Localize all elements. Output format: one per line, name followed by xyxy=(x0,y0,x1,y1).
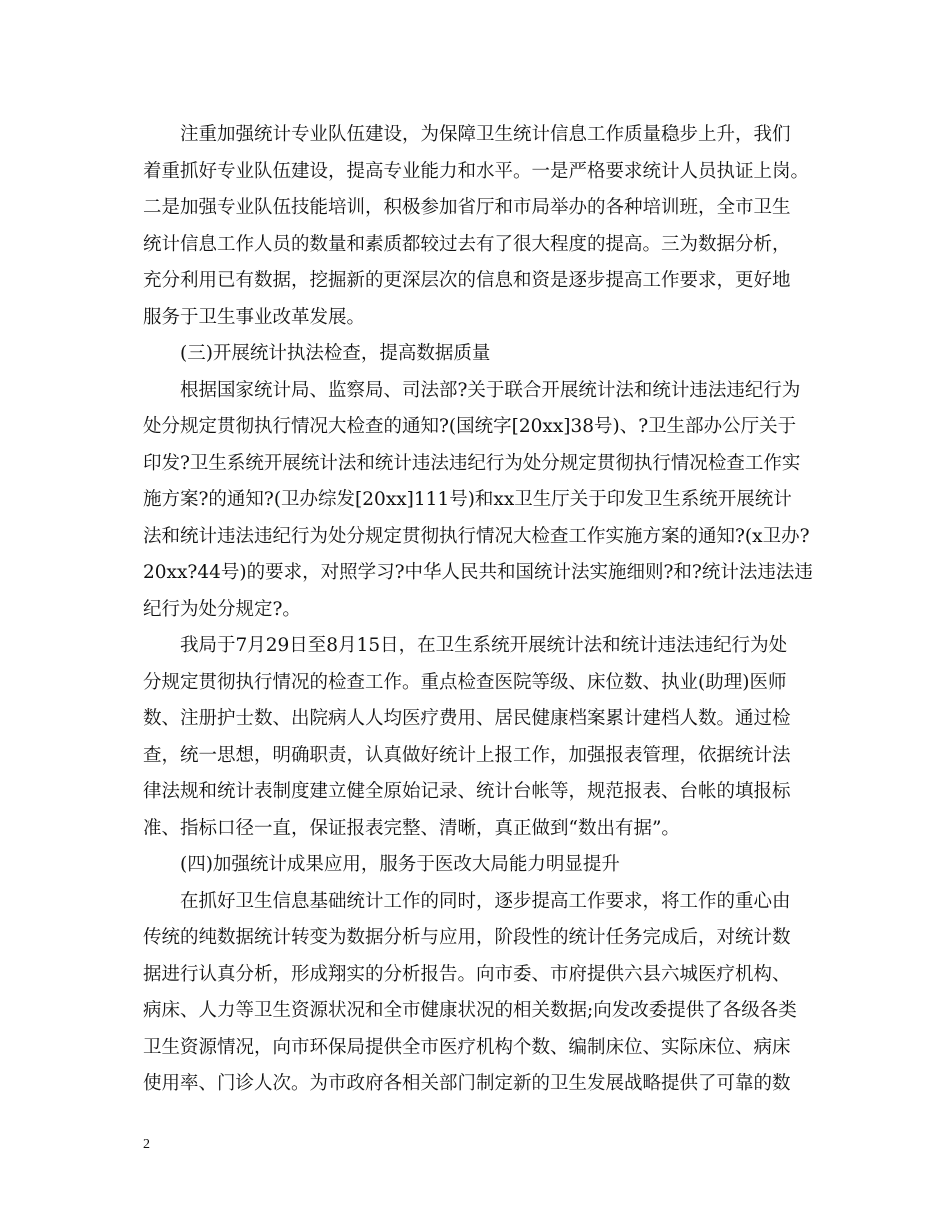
text-line: 准、指标口径一直，保证报表完整、清晰，真正做到“数出有据”。 xyxy=(143,817,680,839)
section-heading: (四)加强统计成果应用，服务于医改大局能力明显提升 xyxy=(143,854,620,875)
text-line: 印发?卫生系统开展统计法和统计违法违纪行为处分规定贯彻执行情况检查工作实 xyxy=(143,452,801,474)
text-line: 传统的纯数据统计转变为数据分析与应用，阶段性的统计任务完成后，对统计数 xyxy=(143,927,791,948)
text-line: 我局于7月29日至8月15日，在卫生系统开展统计法和统计违法违纪行为处 xyxy=(143,635,788,656)
text-line: 服务于卫生事业改革发展。 xyxy=(143,306,366,328)
text-line: 根据国家统计局、监察局、司法部?关于联合开展统计法和统计违法违纪行为 xyxy=(143,379,801,401)
section-heading: (三)开展统计执法检查，提高数据质量 xyxy=(143,343,491,364)
text-line: 卫生资源情况，向市环保局提供全市医疗机构个数、编制床位、实际床位、病床 xyxy=(143,1036,791,1058)
text-line: 充分利用已有数据，挖掘新的更深层次的信息和资是逐步提高工作要求，更好地 xyxy=(143,270,791,291)
text-line: 处分规定贯彻执行情况大检查的通知?(国统字[20xx]38号)、?卫生部办公厅关于 xyxy=(143,416,797,437)
text-line: 注重加强统计专业队伍建设，为保障卫生统计信息工作质量稳步上升，我们 xyxy=(143,124,791,145)
text-line: 律法规和统计表制度建立健全原始记录、统计台帐等，规范报表、台帐的填报标 xyxy=(143,781,791,802)
page-number: 2 xyxy=(143,1137,150,1152)
text-line: 使用率、门诊人次。为市政府各相关部门制定新的卫生发展战略提供了可靠的数 xyxy=(143,1073,791,1094)
body-text xyxy=(143,117,823,1103)
text-line: 病床、人力等卫生资源状况和全市健康状况的相关数据;向发改委提供了各级各类 xyxy=(143,1000,797,1021)
text-line: 施方案?的通知?(卫办综发[20xx]111号)和xx卫生厅关于印发卫生系统开展统计 xyxy=(143,489,792,510)
text-line: 着重抓好专业队伍建设，提高专业能力和水平。一是严格要求统计人员执证上岗。 xyxy=(143,160,810,182)
text-line: 纪行为处分规定?。 xyxy=(143,598,301,620)
text-line: 数、注册护士数、出院病人人均医疗费用、居民健康档案累计建档人数。通过检 xyxy=(143,708,791,729)
text-line: 统计信息工作人员的数量和素质都较过去有了很大程度的提高。三为数据分析， xyxy=(143,233,791,255)
text-line: 据进行认真分析，形成翔实的分析报告。向市委、市府提供六县六城医疗机构、 xyxy=(143,963,791,985)
text-line: 在抓好卫生信息基础统计工作的同时，逐步提高工作要求，将工作的重心由 xyxy=(143,890,791,912)
text-line: 二是加强专业队伍技能培训，积极参加省厅和市局举办的各种培训班，全市卫生 xyxy=(143,197,791,218)
text-line: 法和统计违法违纪行为处分规定贯彻执行情况大检查工作实施方案的通知?(x卫办? xyxy=(143,525,810,547)
text-line: 查，统一思想，明确职责，认真做好统计上报工作，加强报表管理，依据统计法 xyxy=(143,744,791,766)
text-line: 分规定贯彻执行情况的检查工作。重点检查医院等级、床位数、执业(助理)医师 xyxy=(143,671,787,693)
text-line: 20xx?44号)的要求，对照学习?中华人民共和国统计法实施细则?和?统计法违法违 xyxy=(143,562,813,583)
